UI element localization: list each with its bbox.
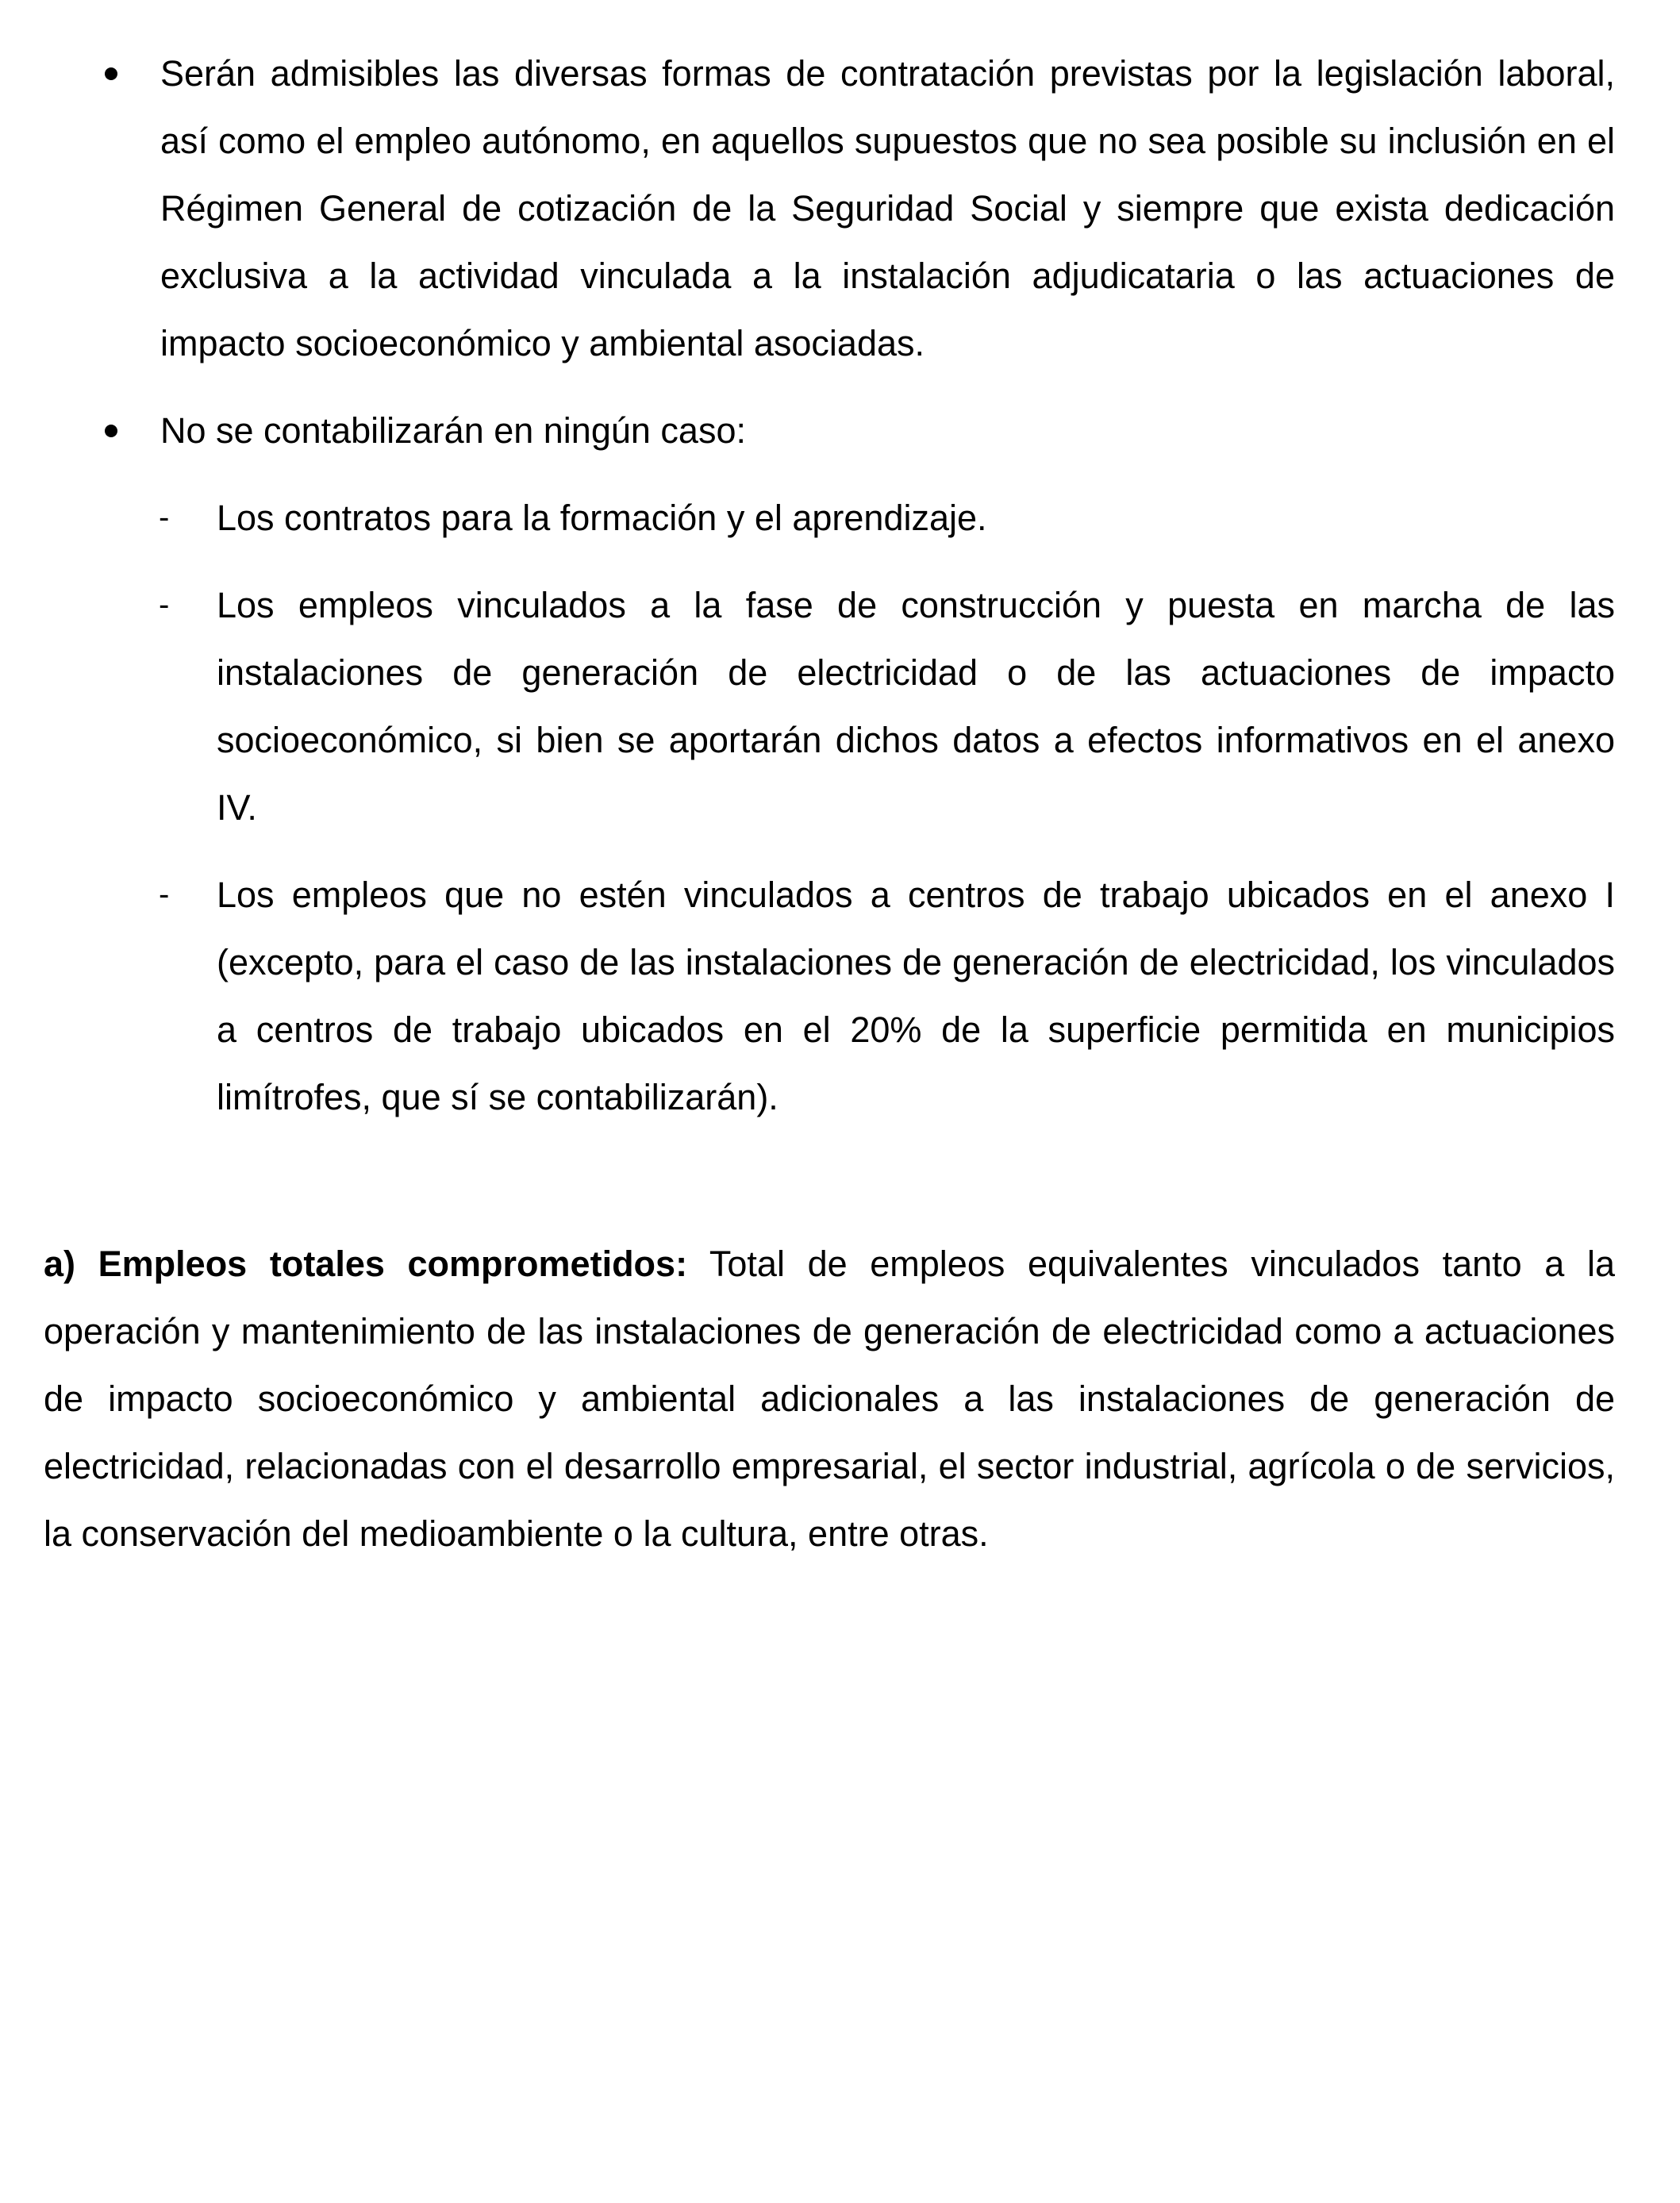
dash-list [160,484,1615,1131]
dash-marker: - [159,500,170,535]
section-a-heading: a) Empleos totales comprometidos: [44,1244,688,1284]
dash-item-centros-trabajo [44,861,1615,1131]
bullet-dot-icon [105,397,129,464]
bullet-item-admisibles [44,40,1615,377]
section-a-body: Total de empleos equivalentes vinculados tanto a la operación y mantenimiento de las instalaciones de generación de electricidad como a actuaciones de impacto socioeconómico y ambiental adicionales a las instalaciones de generación de electricidad, relacionadas con el desarrollo empresarial, el sector industrial, agrícola o de servicios, la conservación del medioambiente o la cultura, entre otras. [44,1244,1615,1554]
bullet-dot-icon [105,40,129,107]
dash-item-text: Los empleos que no estén vinculados a centros de trabajo ubicados en el anexo I (excepto, para el caso de las instalaciones de generación de electricidad, los vinculados a centros de trabajo ubicados en el 20% de la superficie permitida en municipios limítrofes, que sí se contabilizarán). [217,875,1615,1117]
bullet-text: No se contabilizarán en ningún caso: [160,410,746,451]
dash-marker: - [159,587,170,622]
bullet-list [44,40,1615,1131]
dash-marker: - [159,877,170,912]
document-content [44,40,1615,1567]
section-a-paragraph [44,1230,1615,1567]
bullet-item-no-contabilizaran [44,397,1615,1131]
dash-item-fase-construccion [44,571,1615,841]
dash-item-text: Los contratos para la formación y el aprendizaje. [217,498,987,538]
dash-item-text: Los empleos vinculados a la fase de construcción y puesta en marcha de las instalaciones de generación de electricidad o de las actuaciones de impacto socioeconómico, si bien se aportarán dichos datos a efectos informativos en el anexo IV. [217,585,1615,828]
bullet-text: Serán admisibles las diversas formas de contratación previstas por la legislación laboral, así como el empleo autónomo, en aquellos supuestos que no sea posible su inclusión en el Régimen General de cotización de la Seguridad Social y siempre que exista dedicación exclusiva a la actividad vinculada a la instalación adjudicataria o las actuaciones de impacto socioeconómico y ambiental asociadas. [160,53,1615,363]
dash-item-contratos-formacion [44,484,1615,552]
